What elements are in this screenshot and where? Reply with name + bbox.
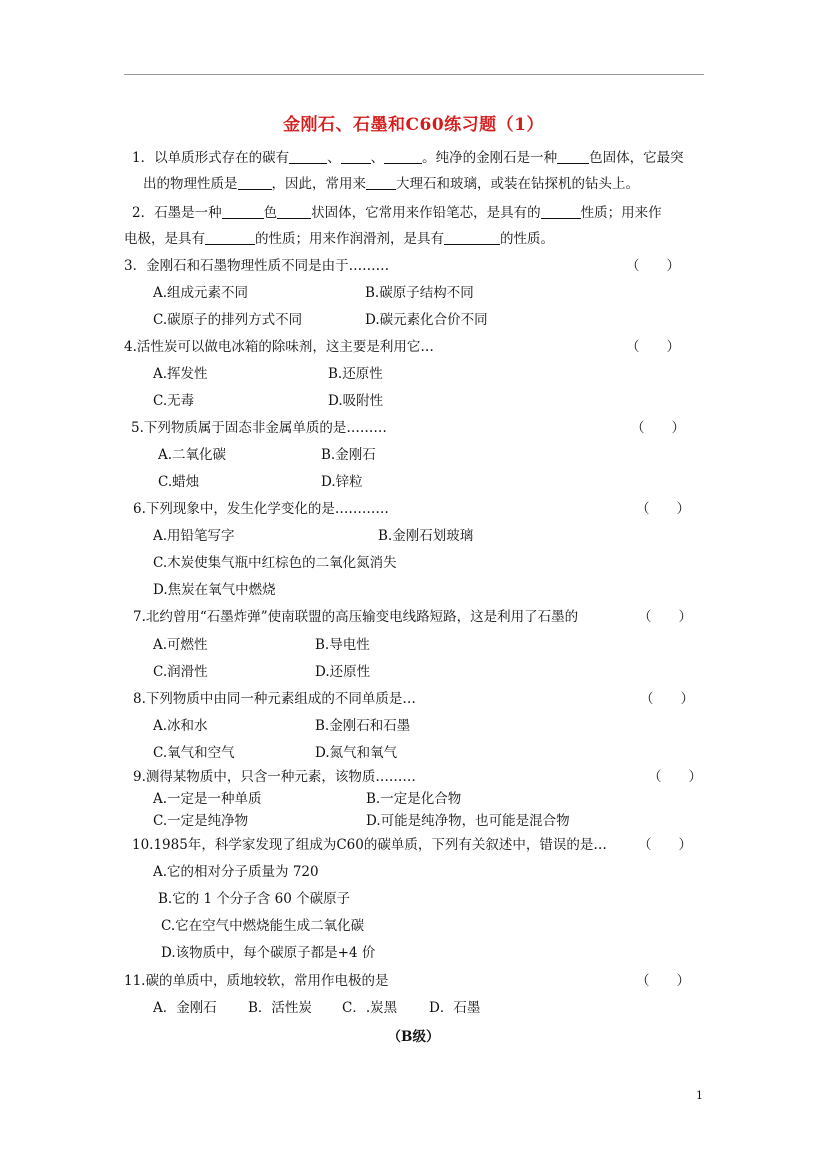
q7-option-d: D.还原性: [315, 664, 371, 680]
q1-blank-6: [366, 177, 396, 190]
q3-option-c: C.碳原子的排列方式不同: [153, 312, 303, 328]
q9-stem: 9.测得某物质中，只含一种元素，该物质………: [133, 769, 416, 785]
q1-text-c: 色固体，它最突: [589, 150, 684, 166]
q9-option-a: A.一定是一种单质: [153, 791, 262, 807]
q1-blank-3: [384, 151, 422, 164]
q7-option-a: A.可燃性: [153, 637, 208, 653]
q1-blank-1: [289, 151, 327, 164]
q10-option-a: A.它的相对分子质量为 720: [153, 864, 319, 880]
q2-blank-2: [277, 206, 311, 219]
q2-text-f: 的性质；用来作润滑剂，是具有: [255, 231, 444, 247]
q8-answer-paren: （ ）: [640, 691, 694, 707]
q5-option-a: A.二氧化碳: [158, 447, 227, 463]
q4-option-a: A.挥发性: [153, 366, 208, 382]
q3-option-d: D.碳元素化合价不同: [365, 312, 488, 328]
q2-blank-3: [541, 206, 581, 219]
question-1-line-2: [143, 175, 639, 193]
q1-text-b: 。纯净的金刚石是一种: [422, 150, 558, 166]
q11-stem: 11.碳的单质中，质地较软，常用作电极的是: [124, 973, 389, 989]
q4-option-b: B.还原性: [328, 366, 383, 382]
q6-answer-paren: （ ）: [636, 501, 690, 517]
q4-answer-paren: （ ）: [626, 339, 680, 355]
q2-blank-1: [222, 206, 264, 219]
q5-option-d: D.锌粒: [321, 474, 363, 490]
q1-sep-2: 、: [370, 150, 385, 166]
q5-option-b: B.金刚石: [321, 447, 376, 463]
q7-option-b: B.导电性: [315, 637, 370, 653]
q1-text-e: ，因此，常用来: [271, 176, 366, 192]
q5-option-c: C.蜡烛: [158, 474, 200, 490]
q7-answer-paren: （ ）: [638, 609, 692, 625]
q2-text-b: 色: [263, 205, 278, 221]
q11-option-d: D．石墨: [429, 1000, 481, 1016]
q8-option-b: B.金刚石和石墨: [315, 718, 411, 734]
question-2-line-2: [124, 230, 554, 248]
section-level-b: （B级）: [387, 1029, 440, 1045]
q11-answer-paren: （ ）: [636, 973, 690, 989]
q6-option-d: D.焦炭在氧气中燃烧: [153, 582, 276, 598]
q10-answer-paren: （ ）: [638, 837, 692, 853]
q9-option-c: C.一定是纯净物: [153, 813, 249, 829]
q6-option-b: B.金刚石划玻璃: [378, 528, 474, 544]
q5-stem: 5.下列物质属于固态非金属单质的是………: [131, 420, 387, 436]
q3-option-b: B.碳原子结构不同: [365, 285, 474, 301]
q10-option-d: D.该物质中，每个碳原子都是+4 价: [161, 945, 376, 961]
q8-option-c: C.氧气和空气: [153, 745, 235, 761]
q1-text-d: 出的物理性质是: [143, 176, 238, 192]
q3-option-a: A.组成元素不同: [153, 285, 249, 301]
q2-text-e: 电极，是具有: [124, 231, 205, 247]
question-1-line-1: [132, 149, 684, 167]
q4-stem: 4.活性炭可以做电冰箱的除味剂，这主要是利用它…: [124, 339, 434, 355]
q7-stem: 7.北约曾用“石墨炸弹”使南联盟的高压输变电线路短路，这是利用了石墨的: [133, 609, 579, 625]
q11-option-b: B．活性炭: [248, 1000, 312, 1016]
q1-blank-4: [557, 151, 589, 164]
q10-stem: 10.1985年，科学家发现了组成为C60的碳单质，下列有关叙述中，错误的是…: [132, 837, 607, 853]
q2-blank-5: [444, 232, 500, 245]
question-2-line-1: [132, 204, 662, 222]
q7-option-c: C.润滑性: [153, 664, 208, 680]
q2-text-d: 性质；用来作: [580, 205, 662, 221]
header-rule: [124, 74, 704, 75]
q10-option-c: C.它在空气中燃烧能生成二氧化碳: [161, 918, 365, 934]
q1-sep-1: 、: [327, 150, 341, 166]
q3-answer-paren: （ ）: [626, 258, 680, 274]
q2-text-g: 的性质。: [500, 231, 554, 247]
page-title: 金刚石、石墨和C60练习题（1）: [282, 115, 544, 135]
q8-option-a: A.冰和水: [153, 718, 208, 734]
q9-option-d: D.可能是纯净物，也可能是混合物: [366, 813, 570, 829]
q6-option-c: C.木炭使集气瓶中红棕色的二氧化氮消失: [153, 555, 397, 571]
q8-option-d: D.氮气和氧气: [315, 745, 398, 761]
q2-text-c: 状固体，它常用来作铅笔芯，是具有的: [311, 205, 541, 221]
q1-blank-2: [341, 151, 371, 164]
q4-option-c: C.无毒: [153, 393, 195, 409]
q3-stem: 3．金刚石和石墨物理性质不同是由于………: [124, 258, 390, 274]
q10-option-b: B.它的 1 个分子含 60 个碳原子: [158, 891, 351, 907]
q11-option-a: A．金刚石: [153, 1000, 217, 1016]
q6-stem: 6.下列现象中，发生化学变化的是…………: [133, 501, 389, 517]
q2-blank-4: [205, 232, 255, 245]
q1-text-a: 1．以单质形式存在的碳有: [132, 150, 290, 166]
q11-option-c: C．.炭黑: [342, 1000, 398, 1016]
q1-text-f: 大理石和玻璃，或装在钻探机的钻头上。: [396, 176, 639, 192]
page-number: 1: [696, 1089, 703, 1102]
q5-answer-paren: （ ）: [631, 420, 685, 436]
q8-stem: 8.下列物质中由同一种元素组成的不同单质是…: [133, 691, 416, 707]
q6-option-a: A.用铅笔写字: [153, 528, 235, 544]
q2-text-a: 2．石墨是一种: [132, 205, 222, 221]
q1-blank-5: [238, 177, 272, 190]
q4-option-d: D.吸附性: [328, 393, 384, 409]
q9-option-b: B.一定是化合物: [366, 791, 462, 807]
q9-answer-paren: （ ）: [648, 769, 702, 785]
